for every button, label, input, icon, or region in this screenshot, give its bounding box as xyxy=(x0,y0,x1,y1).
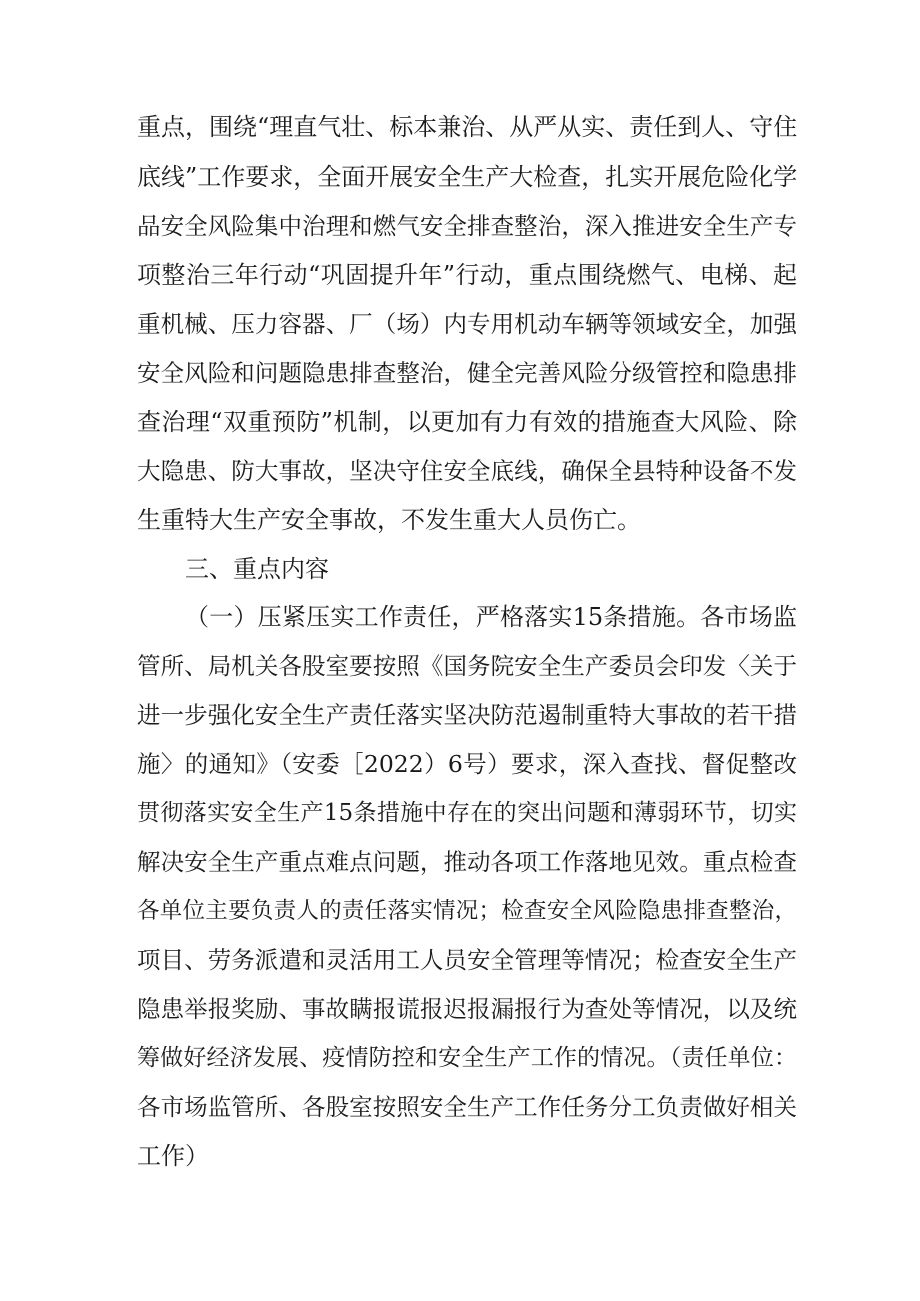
paragraph-2-line: 筹做好经济发展、疫情防控和安全生产工作的情况。（责任单位： xyxy=(137,1045,797,1071)
paragraph-2-line: 项目、劳务派遣和灵活用工人员安全管理等情况；检查安全生产 xyxy=(137,946,797,974)
paragraph-1-line: 安全风险和问题隐患排查整治，健全完善风险分级管控和隐患排 xyxy=(137,359,797,387)
paragraph-2-line: 各市场监管所、各股室按照安全生产工作任务分工负责做好相关 xyxy=(137,1093,797,1121)
paragraph-2-line: 解决安全生产重点难点问题，推动各项工作落地见效。重点检查 xyxy=(137,848,797,876)
paragraph-1-line: 生重特大生产安全事故，不发生重大人员伤亡。 xyxy=(137,506,641,534)
paragraph-2-line: 进一步强化安全生产责任落实坚决防范遏制重特大事故的若干措 xyxy=(137,701,797,729)
paragraph-2-line: 管所、局机关各股室要按照《国务院安全生产委员会印发〈关于 xyxy=(137,652,797,680)
paragraph-2-line: （一）压紧压实工作责任，严格落实15条措施。各市场监 xyxy=(185,603,797,631)
paragraph-1-line: 项整治三年行动“巩固提升年”行动，重点围绕燃气、电梯、起 xyxy=(137,261,797,289)
section-heading: 三、重点内容 xyxy=(185,555,329,583)
paragraph-2-line: 隐患举报奖励、事故瞒报谎报迟报漏报行为查处等情况，以及统 xyxy=(137,995,797,1023)
paragraph-1-line: 查治理“双重预防”机制，以更加有力有效的措施查大风险、除 xyxy=(137,408,797,436)
paragraph-2-line: 各单位主要负责人的责任落实情况；检查安全风险隐患排查整治， xyxy=(137,898,797,924)
paragraph-2-line: 施〉的通知》（安委［2022）6号）要求，深入查找、督促整改 xyxy=(137,750,797,778)
paragraph-1-line: 品安全风险集中治理和燃气安全排查整治，深入推进安全生产专 xyxy=(137,212,797,240)
paragraph-1-line: 底线”工作要求，全面开展安全生产大检查，扎实开展危险化学 xyxy=(137,163,798,191)
paragraph-2-line: 贯彻落实安全生产15条措施中存在的突出问题和薄弱环节，切实 xyxy=(137,800,797,826)
paragraph-1-line: 重点，围绕“理直气壮、标本兼治、从严从实、责任到人、守住 xyxy=(137,113,798,141)
paragraph-1-line: 重机械、压力容器、厂（场）内专用机动车辆等领域安全，加强 xyxy=(137,310,797,338)
paragraph-2-line: 工作） xyxy=(137,1142,209,1170)
paragraph-1-line: 大隐患、防大事故，坚决守住安全底线，确保全县特种设备不发 xyxy=(137,457,797,485)
